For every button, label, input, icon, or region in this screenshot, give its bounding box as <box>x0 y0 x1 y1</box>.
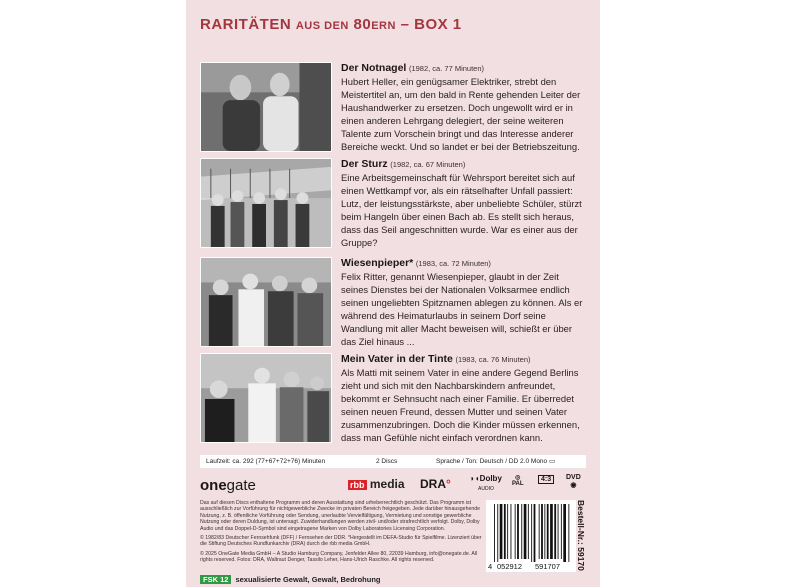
barcode-bar <box>507 504 508 559</box>
pal-icon: ◎ <box>515 475 521 481</box>
barcode-bar <box>561 504 562 559</box>
barcode-bar <box>541 504 543 559</box>
barcode-bar <box>539 504 540 559</box>
barcode-bar <box>568 504 569 562</box>
legal-notice <box>200 500 485 564</box>
barcode-digits-right: 591707 <box>535 562 561 571</box>
ean-barcode <box>486 500 576 572</box>
film-description: Als Matti mit seinem Vater in eine andere Gegend Berlins zieht und sich mit den Nachbarskindern anfreundet, bekommt er Sehnsucht nach einer Familie. Er überredet seinen neuen Freund, dessen Mutter und seinen Vater zusammenzubringen. Doch die Kinder müssen erkennen, dass man Gefühle nicht einfach verordnen kann. <box>341 367 580 443</box>
film-title: Der Notnagel <box>341 62 407 74</box>
barcode-bar <box>511 504 512 559</box>
barcode-bar <box>515 504 516 559</box>
dolby-audio-logo: ◗◖Dolby AUDIO <box>470 474 502 492</box>
barcode-bar <box>504 504 506 559</box>
box-title: RARITÄTEN AUS DEN 80ERN – BOX 1 <box>200 16 462 33</box>
film-still-photo <box>200 257 332 347</box>
barcode-bar <box>534 504 536 562</box>
pal-logo: ◎ PAL <box>512 475 524 487</box>
barcode-bar <box>500 504 503 559</box>
barcode-bar <box>524 504 527 559</box>
film-meta: (1983, ca. 76 Minuten) <box>455 355 531 364</box>
dvd-logo: DVD ◉ <box>566 474 581 489</box>
order-number: Bestell-Nr.: 59170 <box>576 500 586 571</box>
barcode-bar <box>494 504 495 562</box>
fsk-rating <box>200 575 380 585</box>
barcode-bar <box>544 504 545 559</box>
film-meta: (1982, ca. 77 Minuten) <box>408 64 484 73</box>
barcode-bar <box>517 504 519 559</box>
barcode-bar <box>521 504 522 559</box>
copyright-paragraph: Das auf diesen Discs enthaltene Programm und deren Ausstattung sind urheberrechtlich geschützt. Das Programm ist ausschließlich zur Vorführung für nichtgewerbliche Zwecke im privaten Bereich freigegeben. Jede darüber hinausgehende Nutzung, z. B. öffentliche Vorführung oder Sendung, unerlaubte Vervielfältigung, Vermietung und sonstige gewerbliche Nutzung oder deren Duldung, ist untersagt. Zuwiderhandlungen werden zivil- und/oder strafrechtlich verfolgt. Dolby, Dolby Audio und das Doppel-D-Symbol sind eingetragene Marken von Dolby Laboratories Licensing Corporation. <box>200 500 480 532</box>
tech-info-bar <box>200 455 586 468</box>
film-meta: (1982, ca. 67 Minuten) <box>390 160 466 169</box>
film-title: Mein Vater in der Tinte <box>341 353 453 365</box>
film-still-photo <box>200 158 332 248</box>
barcode-bar <box>554 504 556 559</box>
film-description: Eine Arbeitsgemeinschaft für Wehrsport bereitet sich auf einen Wettkampf vor, als ein rätselhafter Unfall passiert: Lutz, der leistungsstärkste, aber unbeliebte Schüler, stürzt beim Hangeln über einen Bach ab. Es stellt sich heraus, dass das Seil angeschnitten wurde. War es einer aus der Gruppe? <box>341 172 582 248</box>
barcode-bar <box>563 504 566 562</box>
disc-count: 2 Discs <box>376 458 398 465</box>
dvd-back-cover <box>186 0 600 587</box>
copyright-paragraph: © 1982/83 Deutscher Fernsehfunk (DFF) / Fernsehen der DDR. *Hergestellt im DEFA-Studio für Spielfilme. Lizenziert über die Stiftung Deutsches Rundfunkarchiv (DRA) durch die rbb media GmbH. <box>200 535 482 548</box>
barcode-bar <box>558 504 559 559</box>
dra-logo: DRA° <box>420 477 451 491</box>
onegate-logo: onegate <box>200 477 256 494</box>
runtime-info: Laufzeit: ca. 292 (77+67+72+76) Minuten <box>206 458 326 465</box>
film-text <box>341 61 586 153</box>
film-meta: (1983, ca. 72 Minuten) <box>415 259 491 268</box>
copyright-paragraph: © 2025 OneGate Media GmbH – A Studio Hamburg Company, Jenfelder Allee 80, 22039 Hamburg, info@onegate.de. All rights reserved. Fotos: DRA, Waltraut Denger, Tassilo Leher, Hans-Ulrich Raschke. All rights reserved. <box>200 550 478 564</box>
barcode-bar <box>547 504 549 559</box>
film-text <box>341 352 586 444</box>
aspect-ratio-logo: 4:3 <box>538 475 554 484</box>
film-text <box>341 157 586 249</box>
barcode-bar <box>497 504 498 562</box>
barcode-bar <box>550 504 553 559</box>
dolby-icon: ◗◖ <box>470 474 480 483</box>
barcode-bar <box>528 504 529 559</box>
disc-icon: ◉ <box>570 482 577 489</box>
film-still-photo <box>200 62 332 152</box>
film-still-photo <box>200 353 332 443</box>
film-text <box>341 256 586 348</box>
rbb-media-logo: rbb media <box>350 477 405 491</box>
barcode-digit: 4 <box>488 562 493 571</box>
logo-row <box>200 472 586 498</box>
film-title: Wiesenpieper* <box>341 257 414 269</box>
film-description: Felix Ritter, genannt Wiesenpieper, glaubt in der Zeit seines Dienstes bei der Nationalen Volksarmee endlich seinen ungeliebten Spitznamen ablegen zu können. Als er während des Heimaturlaubs in seinem Dorf seine Wandlung mit aller Macht beweisen will, schießt er über das Ziel hinaus ... <box>341 271 583 347</box>
fsk-badge: FSK 12 <box>200 575 231 584</box>
fsk-reason: sexualisierte Gewalt, Gewalt, Bedrohung <box>235 575 381 584</box>
film-description: Hubert Heller, ein genügsamer Elektriker, strebt den Meistertitel an, um den bald in Rente gehenden Leiter der Haushandwerker zu ersetzen. Doch ungewollt wird er in einen anderen Lehrgang delegiert, der seine weiteren Talente zum Vorschein bringt und das Interesse anderer Bereiche weckt. Und so landet er bei der Betriebszeitung. <box>341 76 581 152</box>
film-title: Der Sturz <box>341 158 388 170</box>
barcode-digits-left: 052912 <box>497 562 523 571</box>
language-info: Sprache / Ton: Deutsch / DD 2.0 Mono ▭ <box>436 458 556 465</box>
barcode-bar <box>531 504 532 562</box>
mono-audio-icon: ▭ <box>548 458 556 465</box>
